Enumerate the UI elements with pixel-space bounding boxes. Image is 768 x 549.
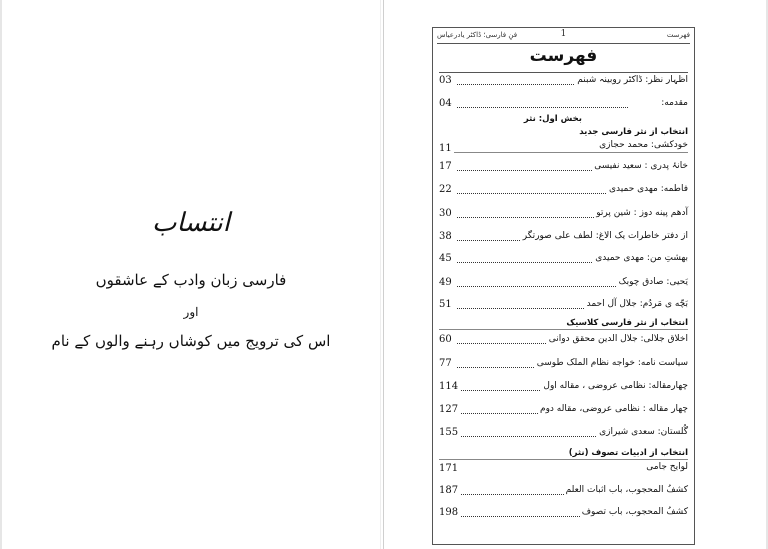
page-gutter [383, 0, 384, 549]
toc-entry [439, 98, 688, 113]
running-header [437, 31, 690, 44]
entry-page: 171 [439, 463, 459, 474]
entry-title: گُلستان: سعدی شیرازی [599, 427, 688, 437]
entry-page: 38 [439, 231, 452, 242]
section-heading: انتخاب از نثر فارسی کلاسیک [566, 318, 688, 328]
toc-entry [439, 334, 688, 349]
entry-title: لوایح جامی [646, 462, 688, 472]
dedication-title: انتساب [152, 208, 230, 238]
header-right-text: فهرست [666, 31, 690, 39]
dedication-line-1: فارسی زبان وادب کے عاشقوں [95, 271, 287, 289]
entry-title: از دفتر خاطرات یک الاغ: لطف علی صورتگر [522, 231, 688, 241]
toc-entry [439, 253, 688, 268]
entry-title: بَچّه ی مَردُم: جلال آل احمد [586, 299, 688, 309]
entry-page: 45 [439, 253, 452, 264]
toc-entry [439, 358, 688, 373]
entry-title: مقدمه: [661, 98, 688, 108]
toc-page [432, 27, 695, 545]
part-heading: بخش اول: نثر [523, 114, 582, 124]
entry-title: کشفُ المحجوب، باب اثبات العلم [565, 485, 688, 495]
toc-entry [439, 231, 688, 246]
entry-page: 114 [439, 381, 459, 392]
dedication-line-3: اس کی ترویج میں کوشاں رہنے والوں کے نام [51, 332, 331, 350]
entry-page: 51 [439, 299, 452, 310]
gutter-shadow [380, 0, 381, 549]
toc-entry [439, 208, 688, 223]
toc-entry [439, 75, 688, 90]
entry-page: 22 [439, 184, 452, 195]
entry-page: 49 [439, 277, 452, 288]
entry-title: چهار مقاله : نظامی عروضی، مقاله دوم [540, 404, 688, 414]
entry-page: 127 [439, 404, 459, 415]
entry-page: 77 [439, 358, 452, 369]
entry-title: سیاست نامه: خواجه نظام الملک طوسی [536, 358, 688, 368]
entry-title: چهارمقاله: نظامی عروضی ، مقاله اول [543, 381, 688, 391]
title-rule [439, 72, 688, 73]
entry-page: 187 [439, 485, 459, 496]
dedication-line-2: اور [183, 305, 199, 319]
toc-entry [439, 277, 688, 292]
toc-entry [439, 427, 688, 442]
toc-entry [439, 381, 688, 396]
toc-entry [439, 184, 688, 199]
entry-title: خانۂ پدری : سعید نفیسی [594, 161, 688, 171]
entry-page: 155 [439, 427, 459, 438]
entry-page: 11 [439, 143, 452, 154]
toc-entry [439, 404, 688, 419]
header-left-text: فنِ فارسی؛ ڈاکٹر یادرعیاس [437, 31, 518, 39]
entry-title: خودکشی: محمد حجازی [599, 140, 688, 150]
toc-entry [439, 507, 688, 522]
toc-entry-page-row [439, 139, 688, 154]
entry-title: بهشتِ من: مهدی حمیدی [595, 253, 688, 263]
entry-page: 30 [439, 208, 452, 219]
header-page-number: 1 [560, 29, 567, 39]
entry-title: فاطمه: مهدی حمیدی [609, 184, 688, 194]
entry-title: آدهم پینه دوز : شین پرتو [596, 208, 688, 218]
entry-page: 17 [439, 161, 452, 172]
toc-entry [439, 485, 688, 500]
section-heading: انتخاب از نثر فارسی جدید [579, 127, 688, 137]
toc-entry [439, 462, 688, 477]
toc-entry [439, 299, 688, 314]
entry-page: 04 [439, 98, 452, 109]
entry-title: کشفُ المحجوب، باب تصوف [581, 507, 688, 517]
entry-title: یَحیی: صادق چوبک [618, 277, 688, 287]
toc-title: فهرست [529, 46, 598, 66]
entry-title: اظہار نظر: ڈاکٹر روبینہ شبنم [577, 75, 688, 85]
toc-entry [439, 161, 688, 176]
section-heading: انتخاب از ادبیات تصوف (نثر) [568, 448, 688, 458]
entry-page: 60 [439, 334, 452, 345]
entry-page: 198 [439, 507, 459, 518]
entry-title: اخلاق جلالی: جلال الدین محقق دوانی [548, 334, 688, 344]
entry-page: 03 [439, 75, 452, 86]
left-page [2, 0, 380, 549]
